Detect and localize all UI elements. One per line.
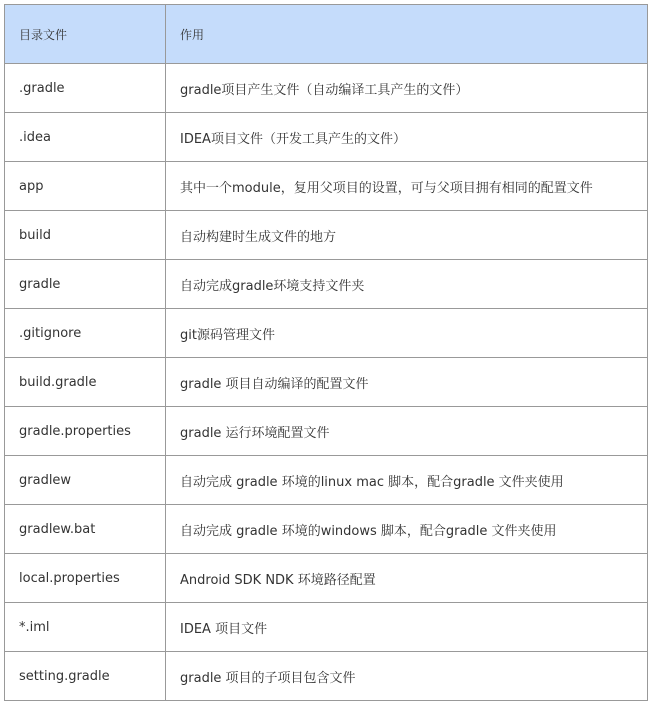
file-name-cell: *.iml xyxy=(5,603,166,652)
file-name-cell: gradlew.bat xyxy=(5,505,166,554)
table-row xyxy=(5,652,648,701)
table-row xyxy=(5,407,648,456)
file-purpose-cell: 自动完成gradle环境支持文件夹 xyxy=(166,260,648,309)
column-header-directory-file: 目录文件 xyxy=(5,5,166,64)
column-header-purpose: 作用 xyxy=(166,5,648,64)
file-purpose-cell: 其中一个module，复用父项目的设置，可与父项目拥有相同的配置文件 xyxy=(166,162,648,211)
table-row xyxy=(5,162,648,211)
table-row xyxy=(5,456,648,505)
file-name-cell: gradle.properties xyxy=(5,407,166,456)
table-row xyxy=(5,554,648,603)
project-files-table xyxy=(4,4,648,701)
file-purpose-cell: gradle 项目自动编译的配置文件 xyxy=(166,358,648,407)
table-body xyxy=(5,64,648,701)
file-name-cell: app xyxy=(5,162,166,211)
file-purpose-cell: Android SDK NDK 环境路径配置 xyxy=(166,554,648,603)
table-row xyxy=(5,211,648,260)
file-name-cell: build.gradle xyxy=(5,358,166,407)
file-name-cell: local.properties xyxy=(5,554,166,603)
file-purpose-cell: gradle 项目的子项目包含文件 xyxy=(166,652,648,701)
table-row xyxy=(5,113,648,162)
file-purpose-cell: gradle项目产生文件（自动编译工具产生的文件） xyxy=(166,64,648,113)
table-row xyxy=(5,260,648,309)
file-purpose-cell: IDEA 项目文件 xyxy=(166,603,648,652)
table-row xyxy=(5,64,648,113)
file-name-cell: build xyxy=(5,211,166,260)
file-name-cell: gradlew xyxy=(5,456,166,505)
file-purpose-cell: IDEA项目文件（开发工具产生的文件） xyxy=(166,113,648,162)
header-row xyxy=(5,5,648,64)
table-row xyxy=(5,309,648,358)
file-name-cell: gradle xyxy=(5,260,166,309)
table-container xyxy=(4,4,648,701)
file-purpose-cell: git源码管理文件 xyxy=(166,309,648,358)
file-name-cell: .idea xyxy=(5,113,166,162)
table-row xyxy=(5,505,648,554)
file-name-cell: .gitignore xyxy=(5,309,166,358)
table-header xyxy=(5,5,648,64)
file-purpose-cell: gradle 运行环境配置文件 xyxy=(166,407,648,456)
file-purpose-cell: 自动完成 gradle 环境的windows 脚本，配合gradle 文件夹使用 xyxy=(166,505,648,554)
table-row xyxy=(5,358,648,407)
file-name-cell: .gradle xyxy=(5,64,166,113)
table-row xyxy=(5,603,648,652)
file-purpose-cell: 自动构建时生成文件的地方 xyxy=(166,211,648,260)
file-purpose-cell: 自动完成 gradle 环境的linux mac 脚本，配合gradle 文件夹使用 xyxy=(166,456,648,505)
file-name-cell: setting.gradle xyxy=(5,652,166,701)
